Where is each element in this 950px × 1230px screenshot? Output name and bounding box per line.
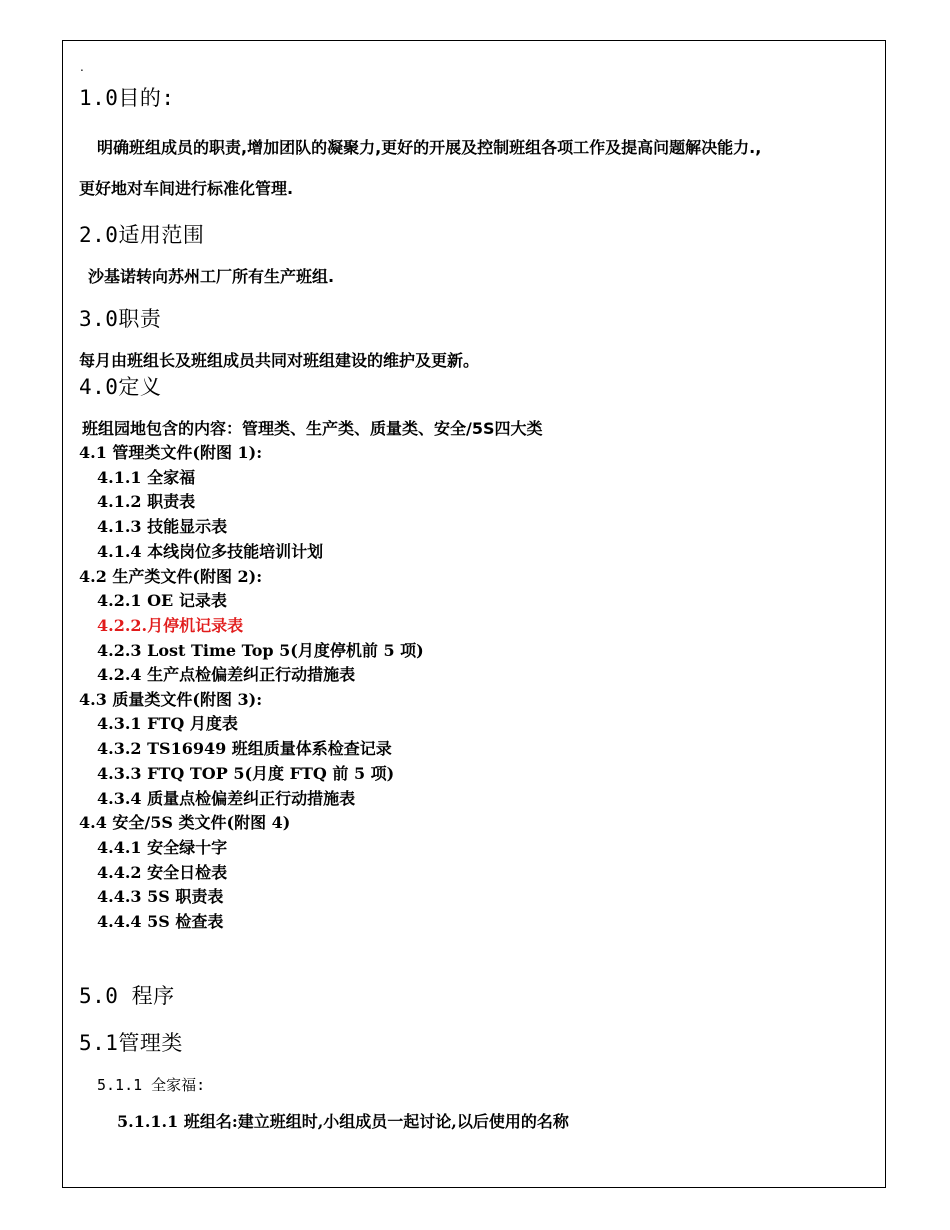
list-item: 4.3.2 TS16949 班组质量体系检查记录 (97, 739, 392, 758)
section-1-line-2: 更好地对车间进行标准化管理. (79, 179, 294, 198)
section-1-title: 1.0目的: (79, 86, 175, 110)
list-item: 4.3.1 FTQ 月度表 (97, 714, 238, 733)
section-3-body: 每月由班组长及班组成员共同对班组建设的维护及更新。 (79, 351, 480, 370)
list-item: 4.4.2 安全日检表 (97, 863, 228, 882)
list-item: 4.2.1 OE 记录表 (97, 591, 227, 610)
group-4-title: 4.4 安全/5S 类文件(附图 4) (79, 813, 291, 832)
list-item: 4.4.3 5S 职责表 (97, 887, 224, 906)
list-item: 4.4.1 安全绿十字 (97, 838, 228, 857)
section-2-body: 沙基诺转向苏州工厂所有生产班组. (88, 267, 335, 286)
list-item: 4.2.3 Lost Time Top 5(月度停机前 5 项) (97, 641, 424, 660)
dot-mark: . (80, 60, 84, 74)
list-item: 4.1.3 技能显示表 (97, 517, 228, 536)
group-1-title: 4.1 管理类文件(附图 1): (79, 443, 263, 462)
list-item: 4.2.4 生产点检偏差纠正行动措施表 (97, 665, 356, 684)
list-item: 4.1.2 职责表 (97, 492, 196, 511)
section-5-1-1-1-text: 5.1.1.1 班组名:建立班组时,小组成员一起讨论,以后使用的名称 (117, 1112, 569, 1131)
section-1-line-1: 明确班组成员的职责,增加团队的凝聚力,更好的开展及控制班组各项工作及提高问题解决能力., (97, 138, 762, 157)
list-item: 4.1.4 本线岗位多技能培训计划 (97, 542, 324, 561)
list-item-highlight: 4.2.2.月停机记录表 (97, 616, 244, 635)
group-2-title: 4.2 生产类文件(附图 2): (79, 567, 263, 586)
group-3-title: 4.3 质量类文件(附图 3): (79, 690, 263, 709)
section-5-1-1-title: 5.1.1 全家福: (97, 1076, 206, 1094)
list-item: 4.3.3 FTQ TOP 5(月度 FTQ 前 5 项) (97, 764, 395, 783)
list-item: 4.1.1 全家福 (97, 468, 196, 487)
section-5-1-title: 5.1管理类 (79, 1031, 183, 1055)
section-4-title: 4.0定义 (79, 375, 162, 399)
section-2-title: 2.0适用范围 (79, 223, 205, 247)
section-4-intro: 班组园地包含的内容：管理类、生产类、质量类、安全/5S四大类 (82, 419, 543, 438)
section-3-title: 3.0职责 (79, 307, 162, 331)
list-item: 4.4.4 5S 检查表 (97, 912, 224, 931)
section-5-title: 5.0 程序 (79, 984, 175, 1008)
list-item: 4.3.4 质量点检偏差纠正行动措施表 (97, 789, 356, 808)
